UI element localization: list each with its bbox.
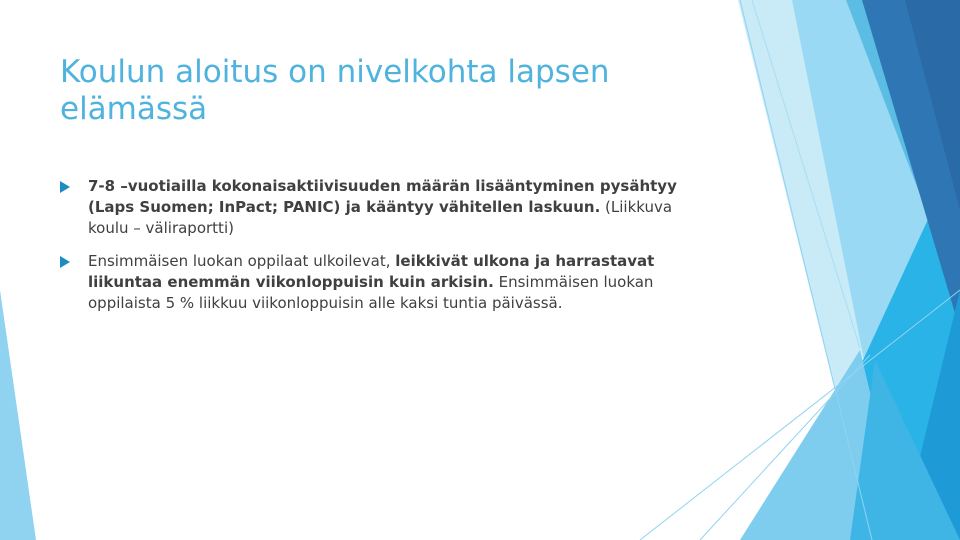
bullet-item-1 xyxy=(60,176,710,239)
slide-title: Koulun aloitus on nivelkohta lapsen elämässä xyxy=(60,54,610,127)
bullet-item-2 xyxy=(60,251,710,314)
bullet-2-rest-text: Ensimmäisen luokan oppilaista 5 % liikkuu viikonloppuisin alle kaksi tuntia päivässä. xyxy=(88,273,654,312)
bullet-arrow-icon xyxy=(60,256,70,268)
bullet-list xyxy=(60,176,710,326)
bullet-2-bold-text: leikkivät ulkona ja harrastavat liikuntaa enemmän viikonloppuisin kuin arkisin. xyxy=(88,252,655,291)
bullet-2-lead-text: Ensimmäisen luokan oppilaat ulkoilevat, xyxy=(88,252,396,270)
bullet-1-source-text: (Liikkuva koulu – väliraportti) xyxy=(88,198,673,237)
bullet-arrow-icon xyxy=(60,181,70,193)
left-edge-shape xyxy=(0,290,36,540)
bullet-1-bold-text: 7-8 –vuotiailla kokonaisaktiivisuuden määrän lisääntyminen pysähtyy (Laps Suomen; InPact; PANIC) ja kääntyy vähitellen laskuun. xyxy=(88,177,677,216)
